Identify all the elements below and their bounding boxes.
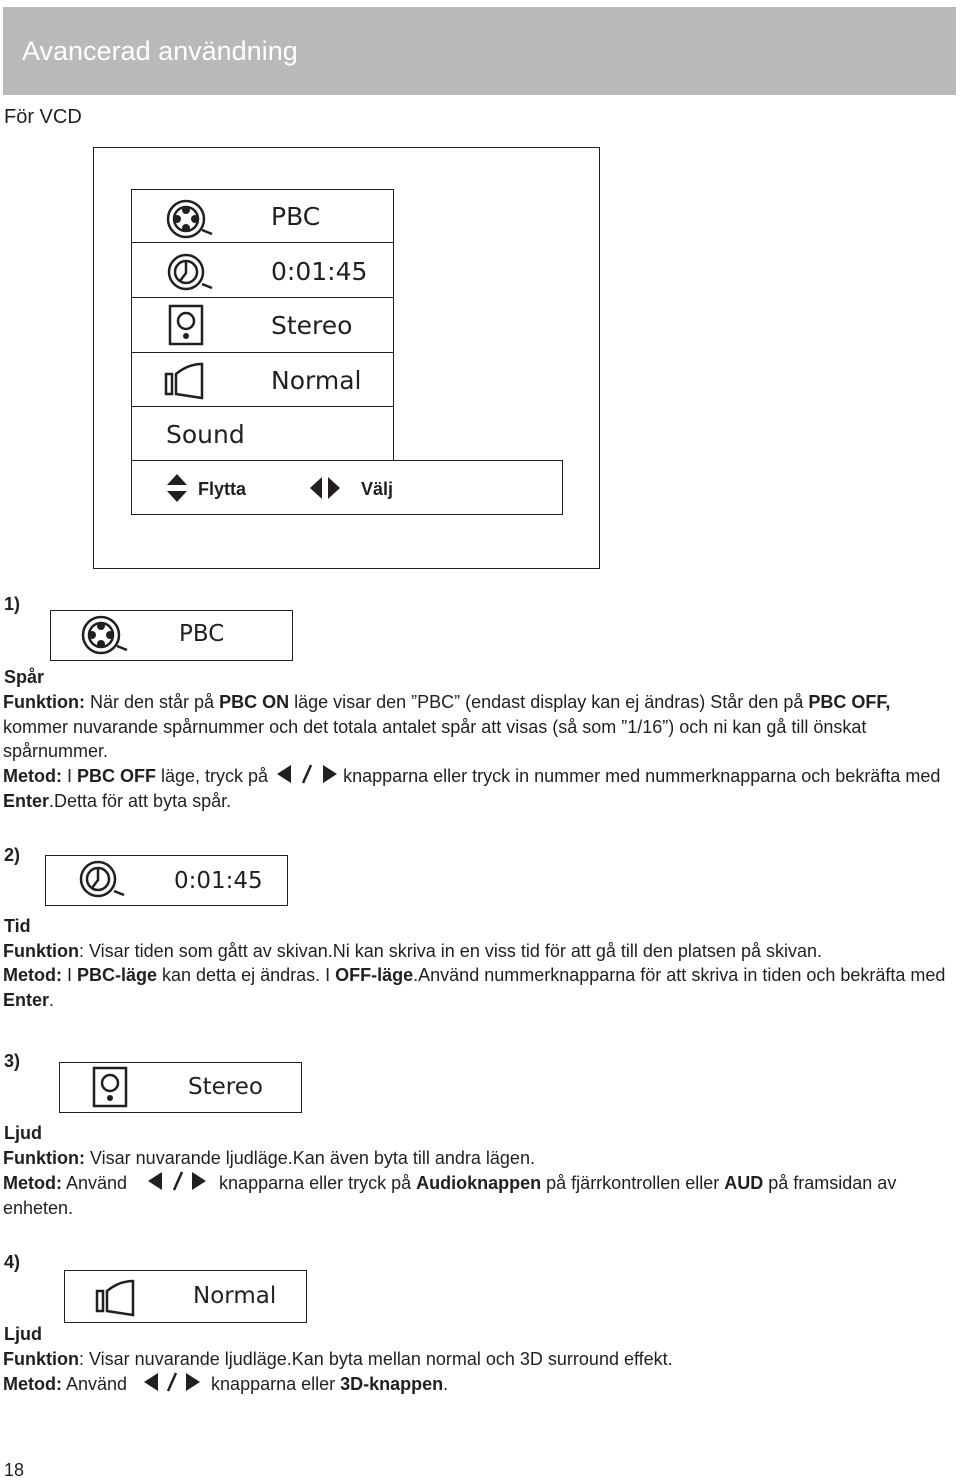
osd-move-label: Flytta	[198, 479, 247, 499]
osd-select-label: Välj	[361, 479, 394, 499]
osd-row-audio: Stereo	[271, 311, 353, 340]
time-box	[45, 855, 288, 906]
item-function-text: Funktion: När den står på PBC ON läge visar den ”PBC” (endast display kan ej ändras) Står den på PBC OFF, kommer nuvarande spårnummer och det totala antalet spår att visas (så som ”1/16”) och ni kan gå till önskat spårnummer.	[3, 692, 891, 761]
item-title: Ljud	[4, 1123, 42, 1143]
page-number: 18	[4, 1460, 25, 1480]
osd-menu-title: Sound	[166, 420, 245, 449]
left-right-arrow-icon	[273, 763, 343, 785]
left-right-arrow-icon	[132, 1371, 206, 1393]
item-method-text: Metod: Använd knapparna eller 3D-knappen.	[3, 1371, 958, 1397]
page-header	[3, 7, 956, 95]
clock-icon	[76, 859, 128, 901]
item-method-text: Metod: Använd knapparna eller tryck på Audioknappen på fjärrkontrollen eller AUD på framsidan av enheten.	[3, 1170, 958, 1220]
item-method-text: Metod: I PBC-läge kan detta ej ändras. I OFF-läge.Använd nummerknapparna för att skriva in tiden och bekräfta med Enter.	[3, 965, 946, 1010]
item-function-text: Funktion: Visar tiden som gått av skivan.Ni kan skriva in en viss tid för att gå till den platsen på skivan.	[3, 941, 823, 961]
speaker-icon	[166, 303, 210, 349]
mode-box-label: Normal	[193, 1283, 277, 1309]
time-box-label: 0:01:45	[174, 868, 263, 894]
osd-row-mode: Normal	[271, 366, 362, 395]
item-method-text: Metod: I PBC OFF läge, tryck på knapparna eller tryck in nummer med nummerknapparna och bekräfta med Enter.Detta för att byta spår.	[3, 763, 958, 813]
pbc-box	[50, 610, 293, 661]
audio-box	[59, 1062, 302, 1113]
left-right-arrow-icon	[132, 1170, 214, 1192]
disc-icon	[79, 614, 131, 656]
item-title: Ljud	[4, 1324, 42, 1344]
speaker-icon	[90, 1065, 134, 1111]
item-number: 1)	[4, 594, 21, 614]
audio-box-label: Stereo	[188, 1074, 263, 1100]
item-title: Tid	[4, 916, 31, 936]
section-subtitle: För VCD	[4, 106, 82, 128]
sound-mode-icon	[93, 1275, 141, 1319]
disc-icon	[164, 198, 216, 240]
mode-box	[64, 1270, 307, 1323]
item-number: 3)	[4, 1051, 21, 1071]
item-function-text: Funktion: Visar nuvarande ljudläge.Kan även byta till andra lägen.	[3, 1148, 535, 1168]
item-number: 4)	[4, 1252, 21, 1272]
left-right-arrows-icon	[308, 476, 344, 500]
osd-menu	[131, 189, 394, 462]
item-function-text: Funktion: Visar nuvarande ljudläge.Kan byta mellan normal och 3D surround effekt.	[3, 1349, 673, 1369]
osd-row-pbc: PBC	[271, 202, 321, 231]
item-number: 2)	[4, 845, 21, 865]
clock-icon	[164, 252, 216, 294]
page-title: Avancerad användning	[22, 36, 298, 66]
osd-row-time: 0:01:45	[271, 257, 368, 286]
item-title: Spår	[4, 667, 45, 687]
pbc-box-label: PBC	[179, 621, 225, 647]
osd-footer	[131, 460, 563, 515]
up-down-arrows-icon	[166, 471, 188, 505]
sound-mode-icon	[162, 358, 210, 402]
